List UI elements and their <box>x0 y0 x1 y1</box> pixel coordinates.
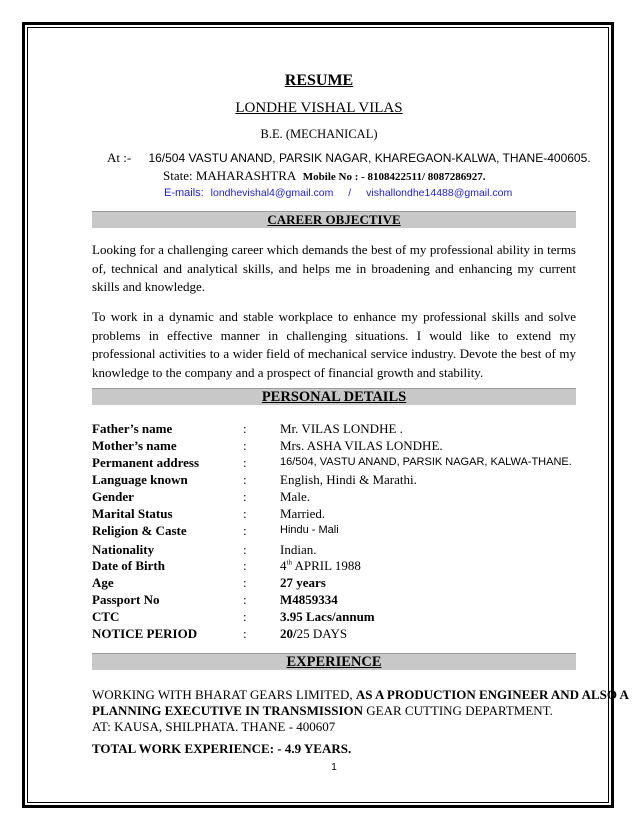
dob-rest: APRIL 1988 <box>291 558 361 573</box>
career-objective-heading: CAREER OBJECTIVE <box>267 212 401 227</box>
total-experience: TOTAL WORK EXPERIENCE: - 4.9 YEARS. <box>92 741 352 756</box>
career-objective-heading-bar <box>92 211 576 228</box>
detail-row-gender <box>92 489 576 507</box>
detail-label: Passport No <box>92 592 160 607</box>
email-2[interactable]: vishallondhe14488@gmail.com <box>366 187 513 199</box>
detail-label: Date of Birth <box>92 558 165 573</box>
detail-value: M4859334 <box>280 592 338 607</box>
email-separator: / <box>348 187 352 199</box>
detail-value: 27 years <box>280 575 326 590</box>
candidate-name: LONDHE VISHAL VILAS <box>235 100 403 116</box>
detail-row-ctc <box>92 609 576 627</box>
detail-separator: : <box>243 592 247 607</box>
detail-separator: : <box>243 609 247 624</box>
detail-value: Mr. VILAS LONDHE . <box>280 421 403 436</box>
detail-row-religion <box>92 523 576 541</box>
detail-label: NOTICE PERIOD <box>92 626 198 641</box>
detail-value: Married. <box>280 506 326 521</box>
detail-row-age <box>92 575 576 593</box>
notice-rest: 25 DAYS <box>296 626 348 641</box>
detail-value <box>280 558 361 574</box>
state: State: MAHARASHTRA <box>163 168 296 183</box>
address-prefix: At :- <box>107 150 132 165</box>
emails-line <box>164 187 512 199</box>
detail-separator: : <box>243 438 247 453</box>
detail-row-language <box>92 472 576 490</box>
experience-role: AS A PRODUCTION ENGINEER AND ALSO A <box>355 687 629 702</box>
experience-department: GEAR CUTTING DEPARTMENT. <box>363 703 553 718</box>
dob-ordinal: th <box>286 558 292 567</box>
experience-location: AT: KAUSA, SHILPHATA. THANE - 400607 <box>92 719 336 734</box>
detail-label: Marital Status <box>92 506 173 521</box>
dob-day: 4 <box>280 558 287 573</box>
career-objective-paragraph-1: Looking for a challenging career which demands the best of my professional ability in terms of, technical and analytical skills, and helps me in broadening and enhancing my current skills and knowledge. <box>92 242 576 295</box>
detail-value: 16/504, VASTU ANAND, PARSIK NAGAR, KALWA-THANE. <box>280 456 572 468</box>
detail-value: Male. <box>280 489 310 504</box>
notice-bold: 20/ <box>280 626 297 641</box>
address-line <box>107 150 591 166</box>
detail-row-address <box>92 455 576 473</box>
detail-value: Mrs. ASHA VILAS LONDHE. <box>280 438 443 453</box>
personal-details-heading-bar <box>92 388 576 405</box>
detail-label: Religion & Caste <box>92 523 187 538</box>
contact-line <box>163 168 486 184</box>
detail-separator: : <box>243 472 247 487</box>
detail-row-marital-status <box>92 506 576 524</box>
detail-label: Father’s name <box>92 421 173 436</box>
personal-details-heading: PERSONAL DETAILS <box>261 389 407 405</box>
detail-label: Gender <box>92 489 134 504</box>
detail-separator: : <box>243 542 247 557</box>
career-objective-paragraph-2: To work in a dynamic and stable workplace to enhance my professional skills and solve problems in effective manner in challenging situations. I would like to extend my professional activities to a wider field of mechanical service industry. Devote the best of my knowledge to the company and a prospect of financial growth and stability. <box>92 309 576 380</box>
email-label: E-mails: <box>164 187 204 199</box>
detail-row-mother <box>92 438 576 456</box>
detail-label: Nationality <box>92 542 155 557</box>
detail-separator: : <box>243 523 247 538</box>
detail-separator: : <box>243 506 247 521</box>
experience-line-2 <box>92 703 553 719</box>
experience-heading-bar <box>92 653 576 670</box>
experience-company: WORKING WITH BHARAT GEARS LIMITED, <box>92 687 356 702</box>
experience-line-1 <box>92 687 629 703</box>
detail-label: Age <box>92 575 114 590</box>
detail-value <box>280 626 347 642</box>
page-number: 1 <box>331 762 337 773</box>
detail-row-passport <box>92 592 576 610</box>
detail-separator: : <box>243 421 247 436</box>
address-text: 16/504 VASTU ANAND, PARSIK NAGAR, KHAREGAON-KALWA, THANE-400605. <box>148 151 591 165</box>
detail-label: Permanent address <box>92 455 200 470</box>
detail-label: Language known <box>92 472 188 487</box>
detail-separator: : <box>243 455 247 470</box>
detail-separator: : <box>243 558 247 573</box>
detail-label: CTC <box>92 609 120 624</box>
email-1[interactable]: londhevishal4@gmail.com <box>210 187 334 199</box>
experience-heading: EXPERIENCE <box>286 654 382 670</box>
detail-value: 3.95 Lacs/annum <box>280 609 375 624</box>
detail-separator: : <box>243 626 247 641</box>
resume-title: RESUME <box>284 72 354 89</box>
detail-separator: : <box>243 575 247 590</box>
detail-value: Hindu - Mali <box>280 524 339 536</box>
detail-row-father <box>92 421 576 439</box>
degree: B.E. (MECHANICAL) <box>260 127 378 141</box>
detail-separator: : <box>243 489 247 504</box>
detail-value: Indian. <box>280 542 317 557</box>
detail-label: Mother’s name <box>92 438 177 453</box>
experience-role-cont: PLANNING EXECUTIVE IN TRANSMISSION <box>92 703 364 718</box>
detail-value: English, Hindi & Marathi. <box>280 472 417 487</box>
detail-row-notice-period <box>92 626 576 644</box>
detail-row-dob <box>92 558 576 576</box>
mobile: Mobile No : - 8108422511/ 8087286927. <box>302 171 486 183</box>
